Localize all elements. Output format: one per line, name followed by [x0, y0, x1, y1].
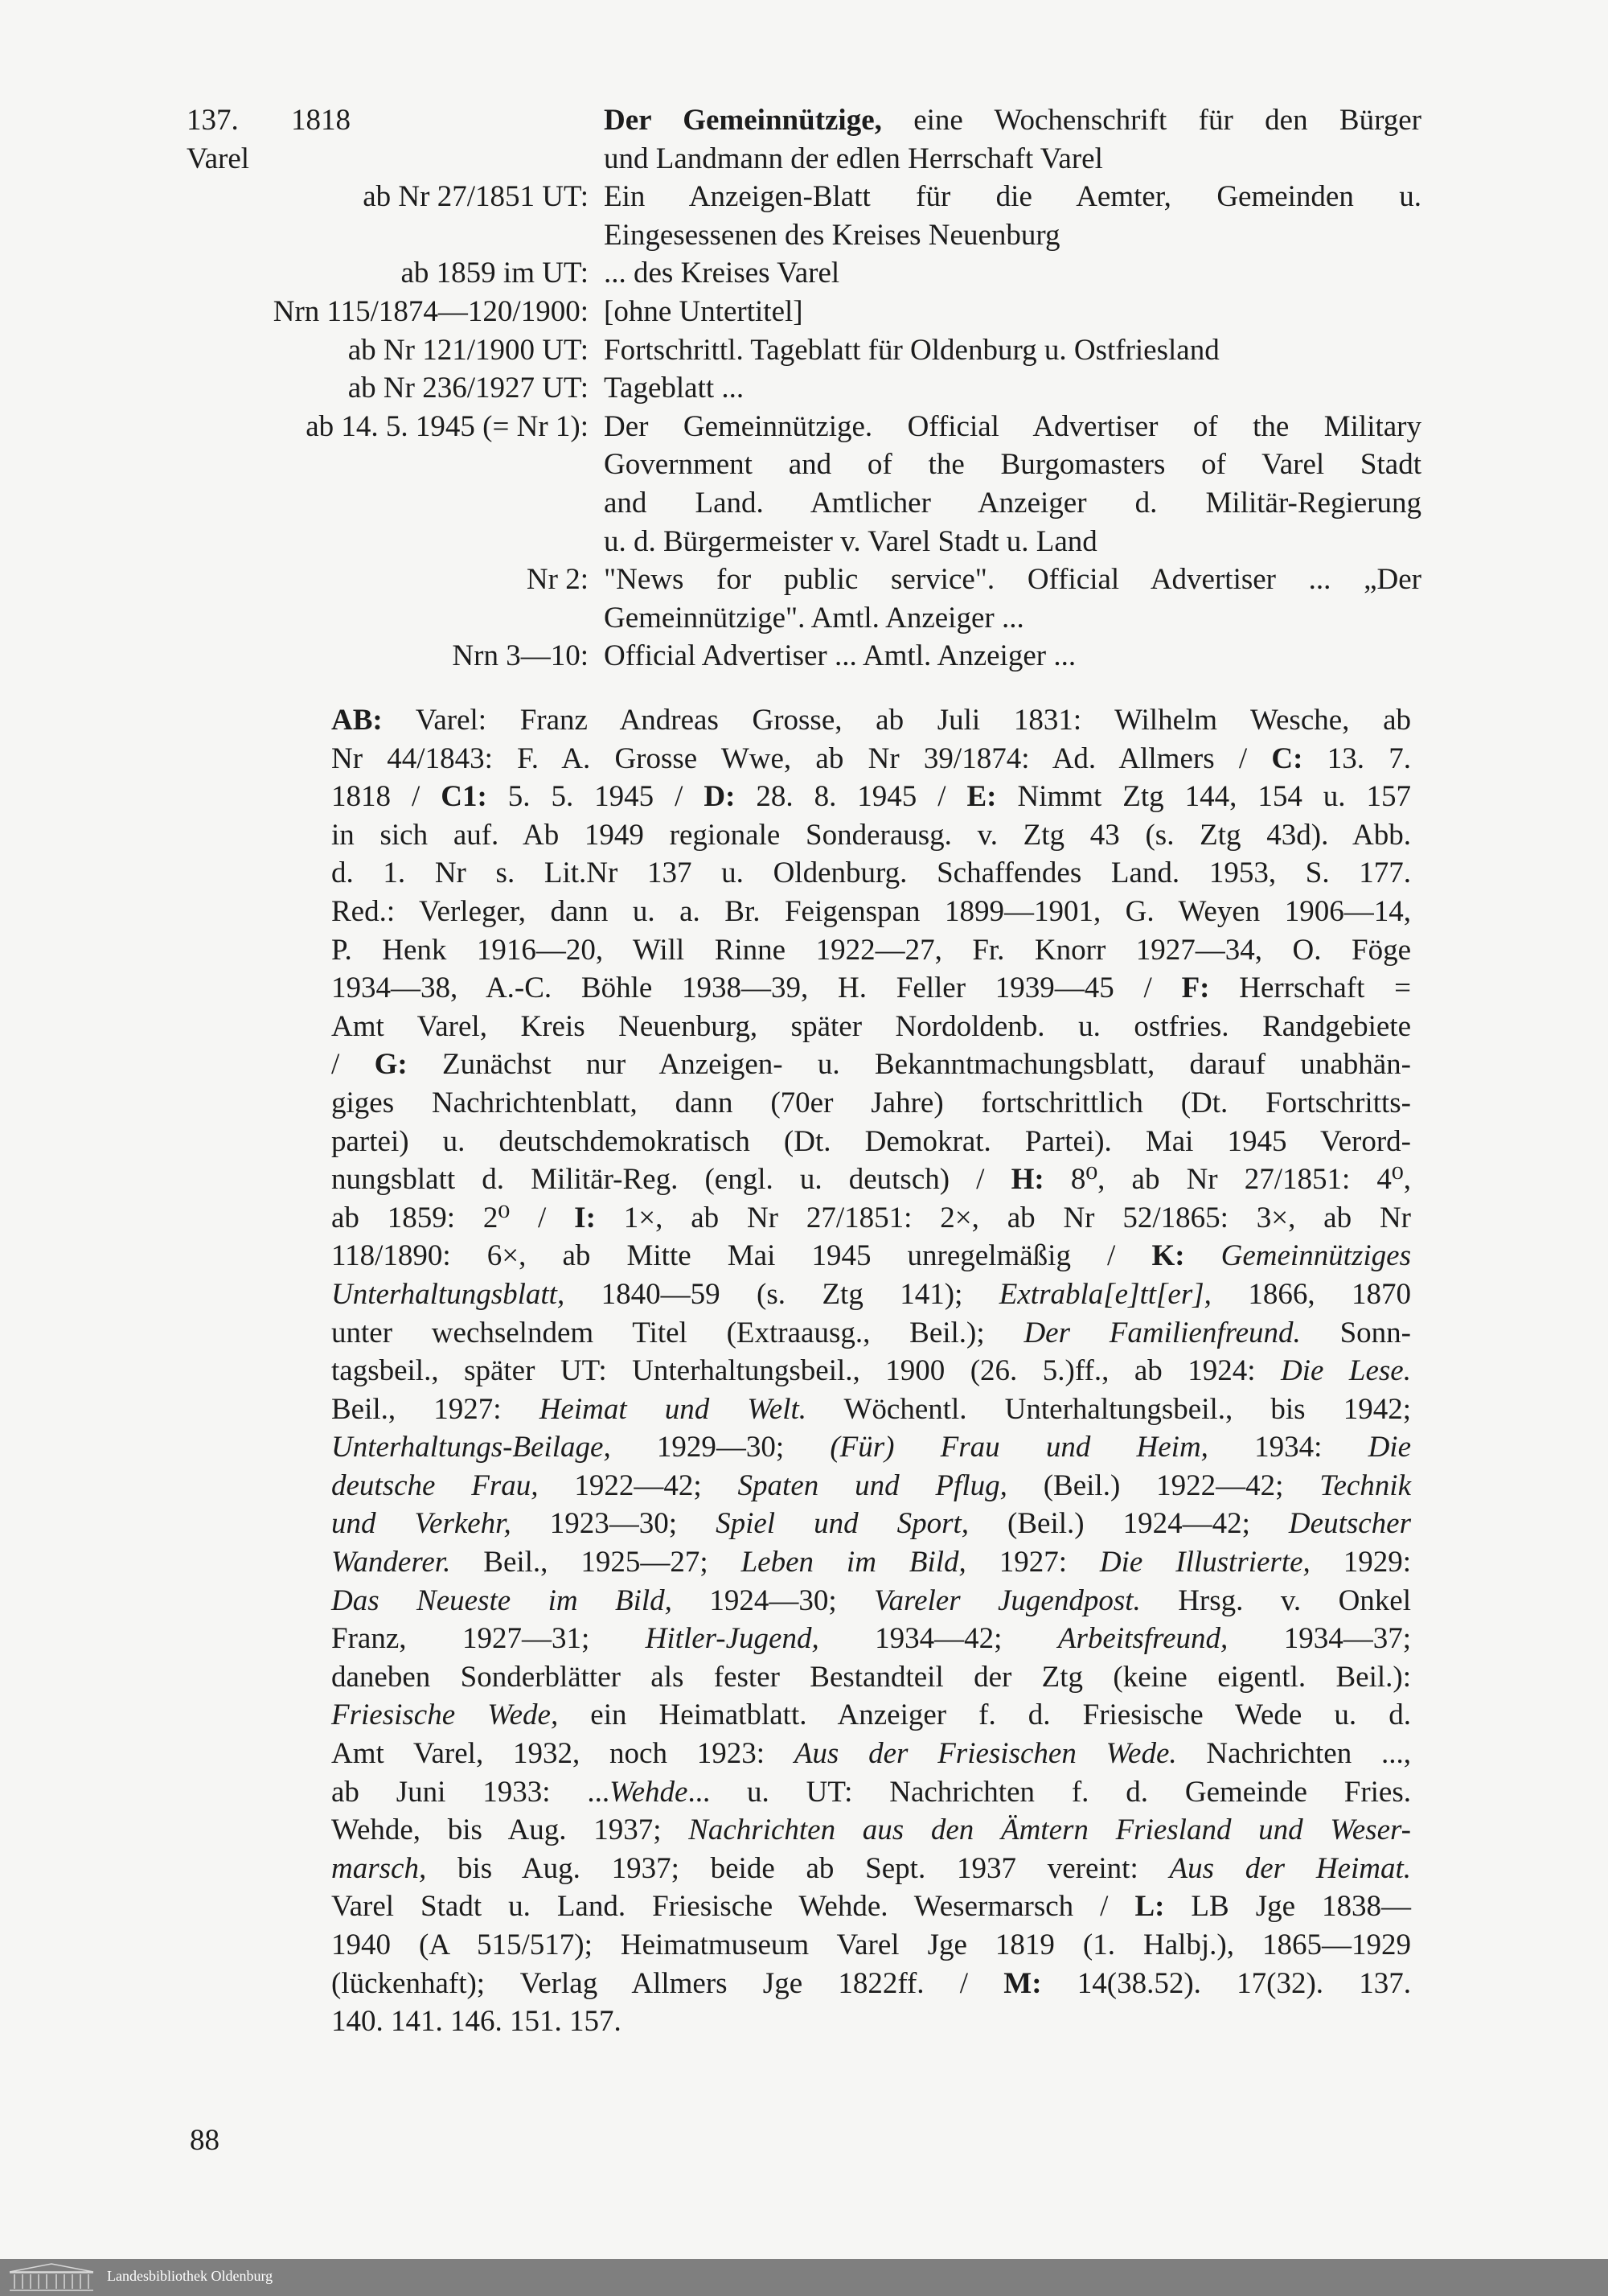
body-text: Spiel und Sport,	[716, 1507, 970, 1541]
body-text: 1934—37;	[1228, 1622, 1412, 1656]
body-text: 1840—59 (s. Ztg 141);	[564, 1277, 999, 1311]
body-text: Franz, 1927—31;	[331, 1622, 646, 1656]
body-text: 1923—30;	[511, 1507, 716, 1541]
entry-row-value: Government and of the Burgomasters of Varel Stadt	[604, 448, 1421, 482]
body-text: Beil., 1925—27;	[450, 1546, 741, 1579]
entry-row-value: and Land. Amtlicher Anzeiger d. Militär-Regierung	[604, 486, 1421, 520]
entry-row-label: ab 14. 5. 1945 (= Nr 1):	[306, 409, 589, 443]
entry-number: 137.	[187, 104, 239, 137]
body-line	[331, 969, 1411, 1008]
body-line	[331, 1850, 1411, 1888]
body-text: /	[331, 1048, 375, 1082]
field-key: D:	[704, 780, 736, 814]
entry-row-value: "News for public service". Official Advertiser ... „Der	[604, 563, 1421, 597]
body-text: bis Aug. 1937; beide ab Sept. 1937 vereint:	[426, 1851, 1170, 1885]
body-text: Das Neueste im Bild,	[331, 1583, 672, 1617]
entry-subtitle-row	[187, 408, 1421, 446]
body-text: Amt Varel, Kreis Neuenburg, später Nordoldenb. u. ostfries. Randgebiete	[331, 1009, 1411, 1043]
body-text: Die Illustrierte,	[1099, 1546, 1311, 1579]
body-line	[331, 2002, 1411, 2041]
body-line	[331, 1543, 1411, 1582]
body-line	[331, 1084, 1411, 1123]
body-text: Nachrichten aus den Ämtern Friesland und Weser-	[688, 1813, 1411, 1847]
body-text: Amt Varel, 1932, noch 1923:	[331, 1737, 794, 1771]
body-text: LB Jge 1838—	[1164, 1890, 1411, 1924]
body-text: 1934—42;	[818, 1622, 1058, 1656]
body-text: Extrabla[e]tt[er],	[999, 1277, 1212, 1311]
body-line	[331, 1696, 1411, 1735]
body-line	[331, 1123, 1411, 1161]
entry-row-value: Der Gemeinnützige. Official Advertiser of the Military	[604, 409, 1421, 443]
body-text: 1818 /	[331, 780, 441, 814]
body-line	[331, 1390, 1411, 1429]
body-line	[331, 1314, 1411, 1353]
body-text: Varel: Franz Andreas Grosse, ab Juli 1831: Wilhelm Wesche, ab	[382, 704, 1411, 737]
body-text: daneben Sonderblätter als fester Bestandteil der Ztg (keine eigentl. Beil.):	[331, 1660, 1411, 1694]
entry-row-value: ... des Kreises Varel	[604, 257, 840, 290]
body-text: 1934—38, A.-C. Böhle 1938—39, H. Feller 1939—45 /	[331, 971, 1182, 1005]
entry-row-label: ab Nr 27/1851 UT:	[363, 180, 589, 214]
body-line	[331, 1237, 1411, 1275]
body-text: Zunächst nur Anzeigen- u. Bekanntmachungsblatt, darauf unabhän-	[407, 1048, 1411, 1082]
body-text: Friesische Wede,	[331, 1698, 559, 1732]
body-line	[331, 1887, 1411, 1926]
entry-title	[604, 101, 1421, 140]
entry-title-row-2	[187, 140, 1421, 179]
body-text: 1866, 1870	[1211, 1277, 1411, 1311]
field-key: E:	[966, 780, 997, 814]
body-text: Nr 44/1843: F. A. Grosse Wwe, ab Nr 39/1874: Ad. Allmers /	[331, 741, 1272, 775]
body-text: d. 1. Nr s. Lit.Nr 137 u. Oldenburg. Schaffendes Land. 1953, S. 177.	[331, 856, 1411, 890]
field-key: K:	[1151, 1239, 1185, 1273]
page-number: 88	[190, 2124, 219, 2157]
body-text: Hrsg. v. Onkel	[1140, 1583, 1412, 1617]
entry-subtitle-row	[187, 216, 1421, 255]
entry-subtitle-row	[187, 484, 1421, 523]
body-text: 1922—42;	[538, 1468, 738, 1502]
body-text: Hitler-Jugend,	[645, 1622, 819, 1656]
entry-subtitle-row	[187, 331, 1421, 370]
body-text: Wehde	[609, 1775, 688, 1809]
body-line	[331, 1428, 1411, 1467]
entry-year: 1818	[291, 104, 351, 137]
body-text: Wanderer.	[331, 1546, 451, 1579]
body-line	[331, 740, 1411, 778]
body-text: Technik	[1319, 1468, 1411, 1502]
body-text: tagsbeil., später UT: Unterhaltungsbeil., 1900 (26. 5.)ff., ab 1924:	[331, 1354, 1281, 1388]
body-text: 1934:	[1208, 1431, 1368, 1464]
entry-title-rest: eine Wochenschrift für den Bürger	[881, 104, 1421, 137]
body-text: deutsche Frau,	[331, 1468, 539, 1502]
body-text: 13. 7.	[1302, 741, 1412, 775]
entry-title-line2: und Landmann der edlen Herrschaft Varel	[604, 142, 1103, 175]
body-text: Heimat und Welt.	[539, 1392, 807, 1426]
body-text: Die Lese.	[1281, 1354, 1411, 1388]
body-text: 28. 8. 1945 /	[735, 780, 967, 814]
body-text: nungsblatt d. Militär-Reg. (engl. u. deutsch) /	[331, 1163, 1011, 1197]
body-text: 1×, ab Nr 27/1851: 2×, ab Nr 52/1865: 3×, ab Nr	[595, 1201, 1411, 1234]
field-key: I:	[574, 1201, 596, 1234]
body-line	[331, 778, 1411, 816]
body-text: Aus der Heimat.	[1169, 1851, 1411, 1885]
entry-row-label: ab Nr 236/1927 UT:	[347, 372, 589, 405]
body-text: 118/1890: 6×, ab Mitte Mai 1945 unregelmäßig /	[331, 1239, 1152, 1273]
body-line	[331, 816, 1411, 855]
body-text: Nimmt Ztg 144, 154 u. 157	[996, 780, 1411, 814]
field-key: AB:	[331, 704, 383, 737]
entry-subtitle-row	[187, 599, 1421, 638]
entry-row-value: Eingesessenen des Kreises Neuenburg	[604, 218, 1060, 252]
body-line	[331, 1582, 1411, 1620]
body-text: P. Henk 1916—20, Will Rinne 1922—27, Fr. Knorr 1927—34, O. Föge	[331, 933, 1411, 967]
field-key: M:	[1003, 1966, 1042, 2000]
entry-subtitle-rows	[187, 178, 1421, 676]
body-text: Die	[1368, 1431, 1411, 1464]
body-text: 140. 141. 146. 151. 157.	[331, 2005, 621, 2039]
body-text: Leben im Bild,	[740, 1546, 966, 1579]
entry-body-paragraph	[331, 701, 1411, 2041]
entry-subtitle-row	[187, 254, 1421, 293]
field-key: H:	[1011, 1163, 1044, 1197]
body-text: Gemeinnütziges	[1220, 1239, 1411, 1273]
body-text: Varel Stadt u. Land. Friesische Wehde. Wesermarsch /	[331, 1890, 1135, 1924]
body-text: 1929—30;	[610, 1431, 831, 1464]
body-line	[331, 701, 1411, 740]
body-text: 1924—30;	[671, 1583, 875, 1617]
entry-row-value: Gemeinnützige". Amtl. Anzeiger ...	[604, 601, 1024, 635]
body-text: Nachrichten ...,	[1176, 1737, 1411, 1771]
body-text: unter wechselndem Titel (Extraausg., Beil.);	[331, 1316, 1024, 1349]
entry-row-label: ab 1859 im UT:	[400, 257, 589, 290]
body-text	[1185, 1239, 1221, 1272]
body-text: 1929:	[1310, 1546, 1412, 1579]
body-text: und Verkehr,	[331, 1507, 511, 1541]
field-key: G:	[374, 1048, 408, 1082]
entry-row-value: u. d. Bürgermeister v. Varel Stadt u. Land	[604, 524, 1097, 558]
body-text: Wöchentl. Unterhaltungsbeil., bis 1942;	[806, 1392, 1411, 1426]
body-line	[331, 1045, 1411, 1084]
entry-row-label: ab Nr 121/1900 UT:	[347, 333, 589, 367]
body-line	[331, 1773, 1411, 1812]
body-text: in sich auf. Ab 1949 regionale Sonderausg. v. Ztg 43 (s. Ztg 43d). Abb.	[331, 818, 1411, 852]
entry-row-label: Nrn 3—10:	[452, 639, 589, 673]
body-text: ab Juni 1933: ...	[331, 1775, 610, 1809]
body-line	[331, 1965, 1411, 2003]
entry-row-label: Nr 2:	[526, 563, 589, 597]
body-text: 8⁰, ab Nr 27/1851: 4⁰,	[1044, 1163, 1411, 1197]
body-text: 1927:	[966, 1546, 1100, 1579]
body-text: 1940 (A 515/517); Heimatmuseum Varel Jge 1819 (1. Halbj.), 1865—1929	[331, 1928, 1411, 1961]
body-text: Sonn-	[1300, 1316, 1411, 1349]
entry-place: Varel	[187, 142, 250, 175]
body-text: Red.: Verleger, dann u. a. Br. Feigenspan 1899—1901, G. Weyen 1906—14,	[331, 894, 1411, 928]
body-text: (Beil.) 1924—42;	[969, 1507, 1289, 1541]
entry-subtitle-row	[187, 637, 1421, 676]
body-text: Herrschaft =	[1209, 971, 1411, 1005]
body-line	[331, 931, 1411, 970]
body-text: Spaten und Pflug,	[737, 1468, 1007, 1502]
library-building-icon	[6, 2262, 96, 2293]
body-text: Arbeitsfreund,	[1057, 1622, 1229, 1656]
entry-subtitle-row	[187, 523, 1421, 561]
body-line	[331, 1352, 1411, 1390]
body-text: Unterhaltungs-Beilage,	[331, 1431, 611, 1464]
body-text: partei) u. deutschdemokratisch (Dt. Demokrat. Partei). Mai 1945 Verord-	[331, 1124, 1411, 1158]
body-text: (Beil.) 1922—42;	[1007, 1468, 1320, 1502]
footer-bar	[0, 2259, 1608, 2296]
body-line	[331, 854, 1411, 893]
body-line	[331, 1199, 1411, 1238]
body-line	[331, 1735, 1411, 1773]
body-text: Beil., 1927:	[331, 1392, 539, 1426]
entry-row-value: Tageblatt ...	[604, 372, 745, 405]
entry-subtitle-row	[187, 369, 1421, 408]
field-key: C1:	[441, 780, 487, 814]
body-text: giges Nachrichtenblatt, dann (70er Jahre) fortschrittlich (Dt. Fortschritts-	[331, 1086, 1411, 1119]
body-text: ein Heimatblatt. Anzeiger f. d. Friesische Wede u. d.	[558, 1698, 1411, 1732]
entry-title-bold: Der Gemeinnützige,	[604, 104, 882, 137]
body-text: (lückenhaft); Verlag Allmers Jge 1822ff. /	[331, 1966, 1004, 2000]
body-text: Der Familienfreund.	[1023, 1316, 1301, 1349]
body-line	[331, 1811, 1411, 1850]
body-text: Aus der Friesischen Wede.	[794, 1737, 1177, 1771]
body-line	[331, 893, 1411, 931]
field-key: F:	[1181, 971, 1210, 1005]
body-text: marsch,	[331, 1851, 427, 1885]
body-text: Deutscher	[1288, 1507, 1411, 1541]
body-line	[331, 1926, 1411, 1965]
body-text: Vareler Jugendpost.	[874, 1583, 1141, 1617]
body-line	[331, 1658, 1411, 1697]
entry-row-value: Fortschrittl. Tageblatt für Oldenburg u. Ostfriesland	[604, 333, 1220, 367]
body-text: ab 1859: 2⁰ /	[331, 1201, 575, 1234]
body-line	[331, 1008, 1411, 1046]
entry-row-value: [ohne Untertitel]	[604, 294, 803, 328]
entry-subtitle-row	[187, 178, 1421, 216]
body-text: 14(38.52). 17(32). 137.	[1041, 1966, 1411, 2000]
entry-header	[187, 101, 1421, 676]
entry-row-value: Official Advertiser ... Amtl. Anzeiger ...	[604, 639, 1077, 673]
body-line	[331, 1620, 1411, 1658]
body-line	[331, 1275, 1411, 1314]
field-key: L:	[1134, 1890, 1165, 1924]
footer-library-name: Landesbibliothek Oldenburg	[107, 2268, 273, 2284]
entry-row-label: Nrn 115/1874—120/1900:	[273, 294, 589, 328]
entry-title-row	[187, 101, 1421, 140]
body-text: ... u. UT: Nachrichten f. d. Gemeinde Fries.	[687, 1775, 1411, 1809]
body-text: 5. 5. 1945 /	[486, 780, 704, 814]
body-text: Wehde, bis Aug. 1937;	[331, 1813, 689, 1847]
entry-subtitle-row	[187, 293, 1421, 331]
body-text: (Für) Frau und Heim,	[830, 1431, 1208, 1464]
entry-row-value: Ein Anzeigen-Blatt für die Aemter, Gemeinden u.	[604, 180, 1421, 214]
entry-subtitle-row	[187, 561, 1421, 599]
body-line	[331, 1467, 1411, 1505]
body-text: Unterhaltungsblatt,	[331, 1277, 565, 1311]
body-line	[331, 1505, 1411, 1543]
field-key: C:	[1271, 741, 1303, 775]
entry-subtitle-row	[187, 446, 1421, 484]
body-line	[331, 1160, 1411, 1199]
